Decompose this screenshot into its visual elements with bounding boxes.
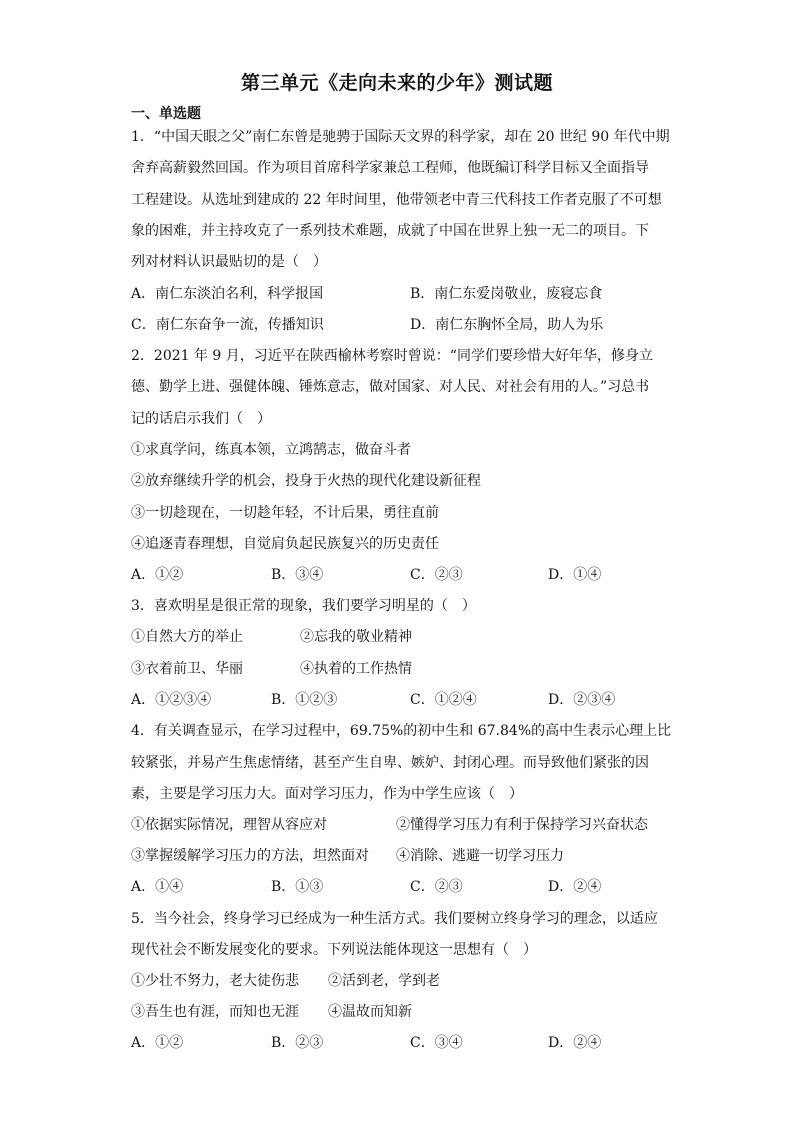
q2-line-3: 记的话启示我们（ ） [131, 411, 271, 427]
q1-option-b: B．南仁东爱岗敬业，废寝忘食 [410, 286, 603, 302]
q1-line-3: 工程建设。从选址到建成的 22 年时间里，他带领老中青三代科技工作者克服了不可想 [131, 192, 662, 208]
q1-option-d: D．南仁东胸怀全局，助人为乐 [410, 317, 604, 333]
q2-statement-2: ②放弃继续升学的机会，投身于火热的现代化建设新征程 [131, 473, 481, 489]
q2-option-a: A．①② [131, 567, 184, 583]
q2-option-b: B．③④ [271, 567, 324, 583]
q4-option-c: C．②③ [410, 879, 463, 895]
q3-option-a: A．①②③④ [131, 692, 212, 708]
q1-line-1: 1．“中国天眼之父”南仁东曾是驰骋于国际天文界的科学家，却在 20 世纪 90 年代中期 [131, 129, 670, 145]
q2-option-d: D．①④ [548, 567, 602, 583]
q3-statement-2: ②忘我的敬业精神 [300, 629, 412, 645]
q1-option-c: C．南仁东奋争一流，传播知识 [131, 317, 324, 333]
q1-line-2: 舍弃高薪毅然回国。作为项目首席科学家兼总工程师，他既编订科学目标又全面指导 [131, 160, 649, 176]
page-title: 第三单元《走向未来的少年》测试题 [240, 72, 553, 94]
q1-option-a: A．南仁东淡泊名利，科学报国 [131, 286, 324, 302]
q5-option-a: A．①② [131, 1035, 184, 1051]
q4-statement-1: ①依据实际情况，理智从容应对 [131, 817, 327, 833]
q3-option-b: B．①②③ [271, 692, 338, 708]
section-heading: 一、单选题 [131, 106, 201, 122]
q3-option-c: C．①②④ [410, 692, 477, 708]
q4-statement-3: ③掌握缓解学习压力的方法，坦然面对 [131, 848, 369, 864]
q4-statement-2: ②懂得学习压力有利于保持学习兴奋状态 [396, 817, 648, 833]
q5-option-c: C．③④ [410, 1035, 463, 1051]
q3-line-1: 3．喜欢明星是很正常的现象，我们要学习明星的（ ） [131, 598, 476, 614]
q5-line-1: 5．当今社会，终身学习已经成为一种生活方式。我们要树立终身学习的理念，以适应 [131, 911, 658, 927]
q5-statement-3: ③吾生也有涯，而知也无涯 [131, 1004, 299, 1020]
q2-statement-3: ③一切趁现在，一切趁年轻，不计后果，勇往直前 [131, 505, 439, 521]
q5-line-2: 现代社会不断发展变化的要求。下列说法能体现这一思想有（ ） [131, 942, 537, 958]
q4-option-b: B．①③ [271, 879, 324, 895]
q4-line-3: 素，主要是学习压力大。面对学习压力，作为中学生应该（ ） [131, 786, 523, 802]
q2-statement-1: ①求真学问，练真本领，立鸿鹄志，做奋斗者 [131, 442, 411, 458]
q4-line-1: 4．有关调查显示，在学习过程中，69.75%的初中生和 67.84%的高中生表示心理上比 [131, 723, 672, 739]
q5-statement-2: ②活到老，学到老 [328, 973, 440, 989]
q1-line-4: 象的困难，并主持攻克了一系列技术难题，成就了中国在世界上独一无二的项目。下 [131, 223, 649, 239]
q2-line-1: 2．2021 年 9 月，习近平在陕西榆林考察时曾说：“同学们要珍惜大好年华，修身立 [131, 348, 653, 364]
q5-option-d: D．②④ [548, 1035, 602, 1051]
q2-line-2: 德、勤学上进、强健体魄、锤炼意志，做对国家、对人民、对社会有用的人。”习总书 [131, 379, 650, 395]
q3-statement-1: ①自然大方的举止 [131, 629, 243, 645]
q4-statement-4: ④消除、逃避一切学习压力 [396, 848, 564, 864]
q3-option-d: D．②③④ [548, 692, 616, 708]
q5-statement-1: ①少壮不努力，老大徒伤悲 [131, 973, 299, 989]
q5-statement-4: ④温故而知新 [328, 1004, 412, 1020]
q2-statement-4: ④追逐青春理想，自觉肩负起民族复兴的历史责任 [131, 536, 439, 552]
q4-option-a: A．①④ [131, 879, 184, 895]
q3-statement-4: ④执着的工作热情 [300, 661, 412, 677]
q4-option-d: D．②④ [548, 879, 602, 895]
q2-option-c: C．②③ [410, 567, 463, 583]
q1-line-5: 列对材料认识最贴切的是（ ） [131, 254, 327, 270]
q5-option-b: B．②③ [271, 1035, 324, 1051]
q4-line-2: 较紧张，并易产生焦虑情绪，甚至产生自卑、嫉妒、封闭心理。而导致他们紧张的因 [131, 755, 649, 771]
q3-statement-3: ③衣着前卫、华丽 [131, 661, 243, 677]
